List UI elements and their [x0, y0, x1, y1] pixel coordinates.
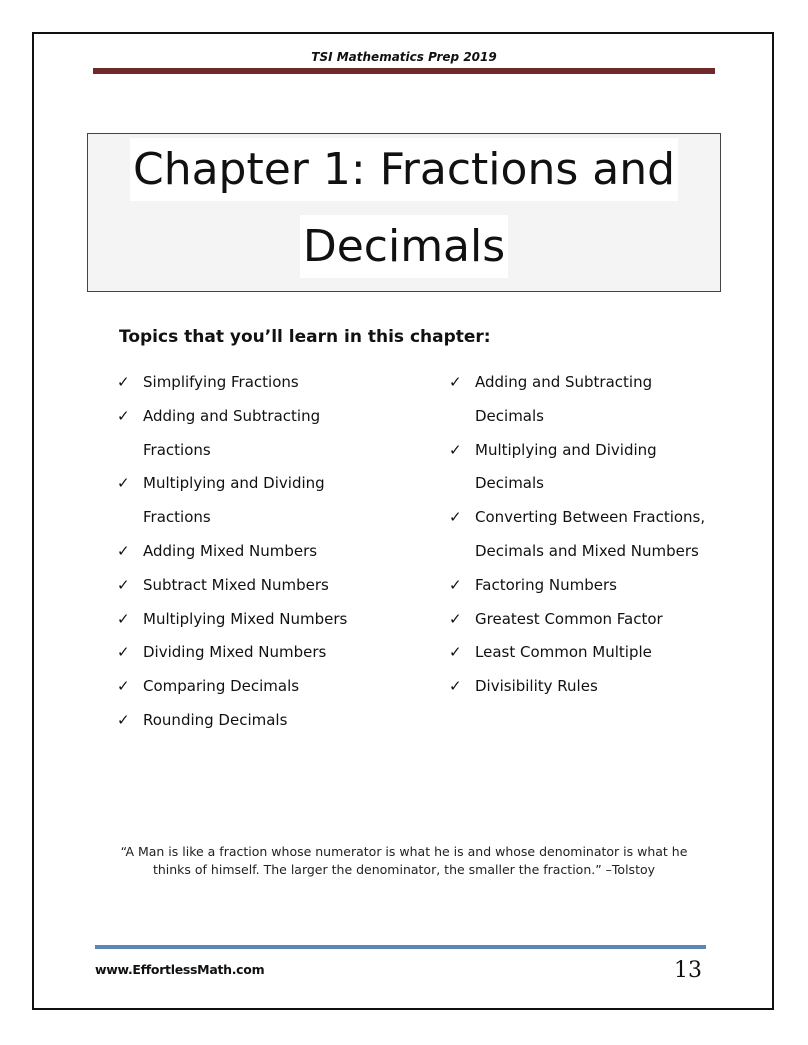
quote-line-1: “A Man is like a fraction whose numerator is what he is and whose denominator is what he [120, 844, 688, 859]
checkmark-icon: ✓ [117, 609, 130, 628]
checkmark-icon: ✓ [117, 541, 130, 560]
topic-item-continuation: Decimals [475, 406, 544, 425]
topic-item-continuation: Fractions [143, 440, 211, 459]
checkmark-icon: ✓ [449, 609, 462, 628]
topic-item: ✓ Simplifying Fractions [117, 366, 417, 400]
chapter-title-line-2: Decimals [88, 225, 720, 269]
topic-item: ✓ Adding Mixed Numbers [117, 535, 417, 569]
topics-right-column [449, 366, 739, 704]
footer-website: www.EffortlessMath.com [95, 962, 265, 977]
checkmark-icon: ✓ [117, 710, 130, 729]
chapter-title-line-1: Chapter 1: Fractions and [88, 148, 720, 192]
topic-item-continuation: Decimals [475, 474, 544, 493]
topic-item: ✓ Converting Between Fractions, [449, 501, 739, 535]
checkmark-icon: ✓ [117, 406, 130, 425]
quote-line-2: thinks of himself. The larger the denominator, the smaller the fraction.” –Tolstoy [152, 862, 656, 877]
page-number: 13 [674, 958, 702, 983]
checkmark-icon: ✓ [449, 643, 462, 662]
chapter-title-box [87, 133, 721, 292]
topics-heading: Topics that you’ll learn in this chapter: [119, 327, 491, 347]
checkmark-icon: ✓ [449, 677, 462, 696]
checkmark-icon: ✓ [117, 677, 130, 696]
topic-item: ✓ Multiplying Mixed Numbers [117, 603, 417, 637]
topic-item: ✓ Adding and Subtracting [117, 400, 417, 434]
topic-item: ✓ Divisibility Rules [449, 670, 739, 704]
checkmark-icon: ✓ [117, 474, 130, 493]
footer-rule [95, 945, 706, 949]
topic-item: ✓ Least Common Multiple [449, 636, 739, 670]
checkmark-icon: ✓ [117, 643, 130, 662]
header-rule [93, 68, 715, 74]
topic-item: ✓ Subtract Mixed Numbers [117, 569, 417, 603]
checkmark-icon: ✓ [117, 373, 130, 391]
topic-item-continuation: Decimals and Mixed Numbers [475, 541, 699, 560]
topic-item: ✓ Multiplying and Dividing [449, 434, 739, 468]
topic-item: ✓ Adding and Subtracting [449, 366, 739, 400]
topic-item-continuation: Fractions [143, 508, 211, 527]
topic-item: ✓ Dividing Mixed Numbers [117, 636, 417, 670]
running-header-title: TSI Mathematics Prep 2019 [311, 50, 497, 64]
checkmark-icon: ✓ [117, 575, 130, 594]
topic-item: ✓ Rounding Decimals [117, 704, 417, 738]
checkmark-icon: ✓ [449, 373, 462, 391]
topic-item: ✓ Greatest Common Factor [449, 603, 739, 637]
topic-item: ✓ Comparing Decimals [117, 670, 417, 704]
topic-item: ✓ Factoring Numbers [449, 569, 739, 603]
checkmark-icon: ✓ [449, 575, 462, 594]
topics-left-column [117, 366, 417, 738]
checkmark-icon: ✓ [449, 508, 462, 527]
tolstoy-quote [100, 843, 708, 879]
checkmark-icon: ✓ [449, 440, 462, 459]
topic-item: ✓ Multiplying and Dividing [117, 467, 417, 501]
